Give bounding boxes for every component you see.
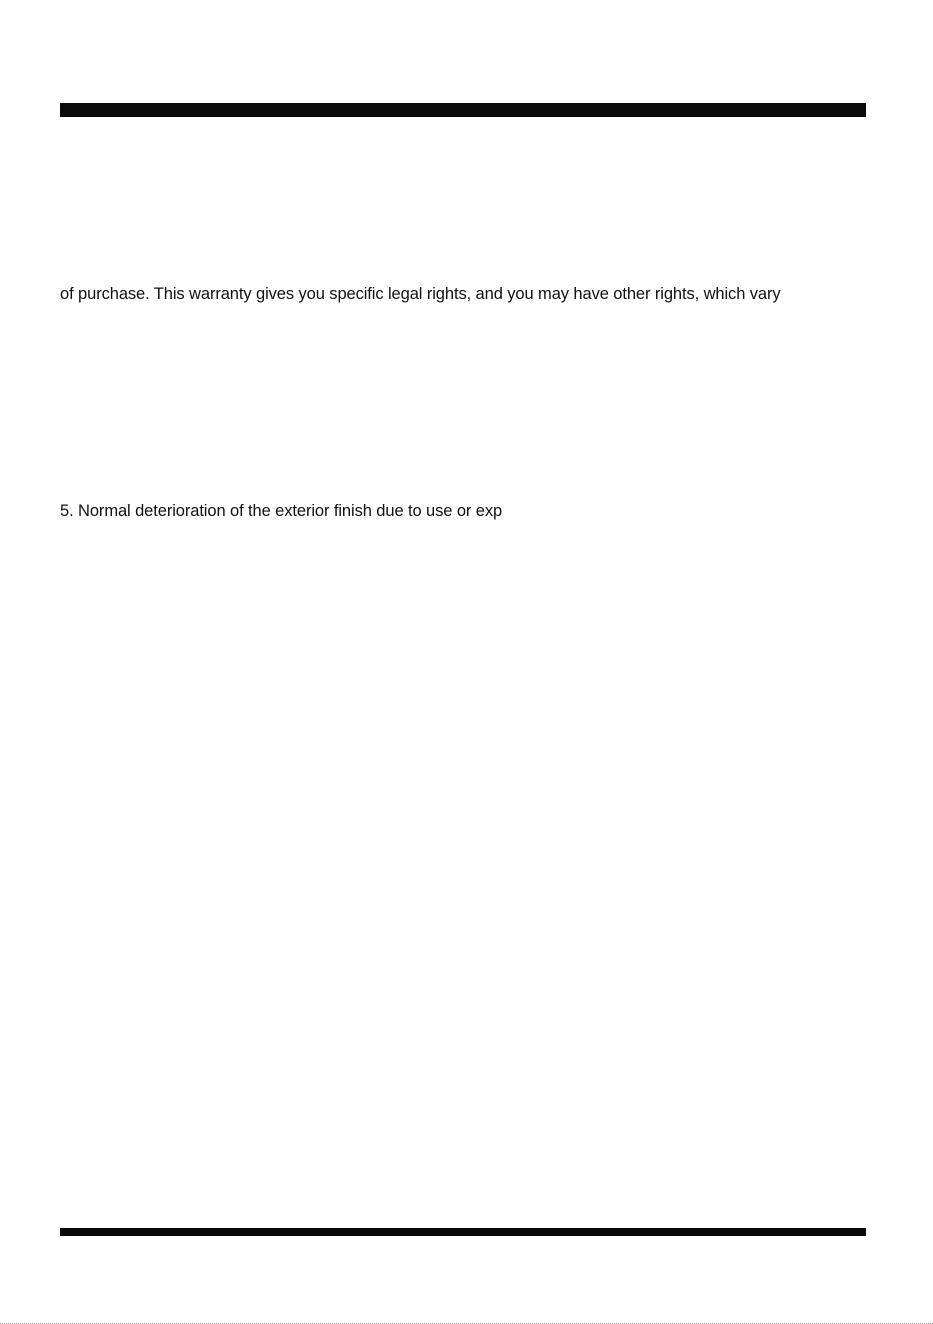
- warranty-rights-text: of purchase. This warranty gives you specific legal rights, and you may have other rights, which vary: [60, 285, 781, 303]
- footer-rule: [60, 1228, 866, 1236]
- header-rule: [60, 103, 866, 117]
- exclusion-item-5-text: 5. Normal deterioration of the exterior finish due to use or exp: [60, 502, 503, 520]
